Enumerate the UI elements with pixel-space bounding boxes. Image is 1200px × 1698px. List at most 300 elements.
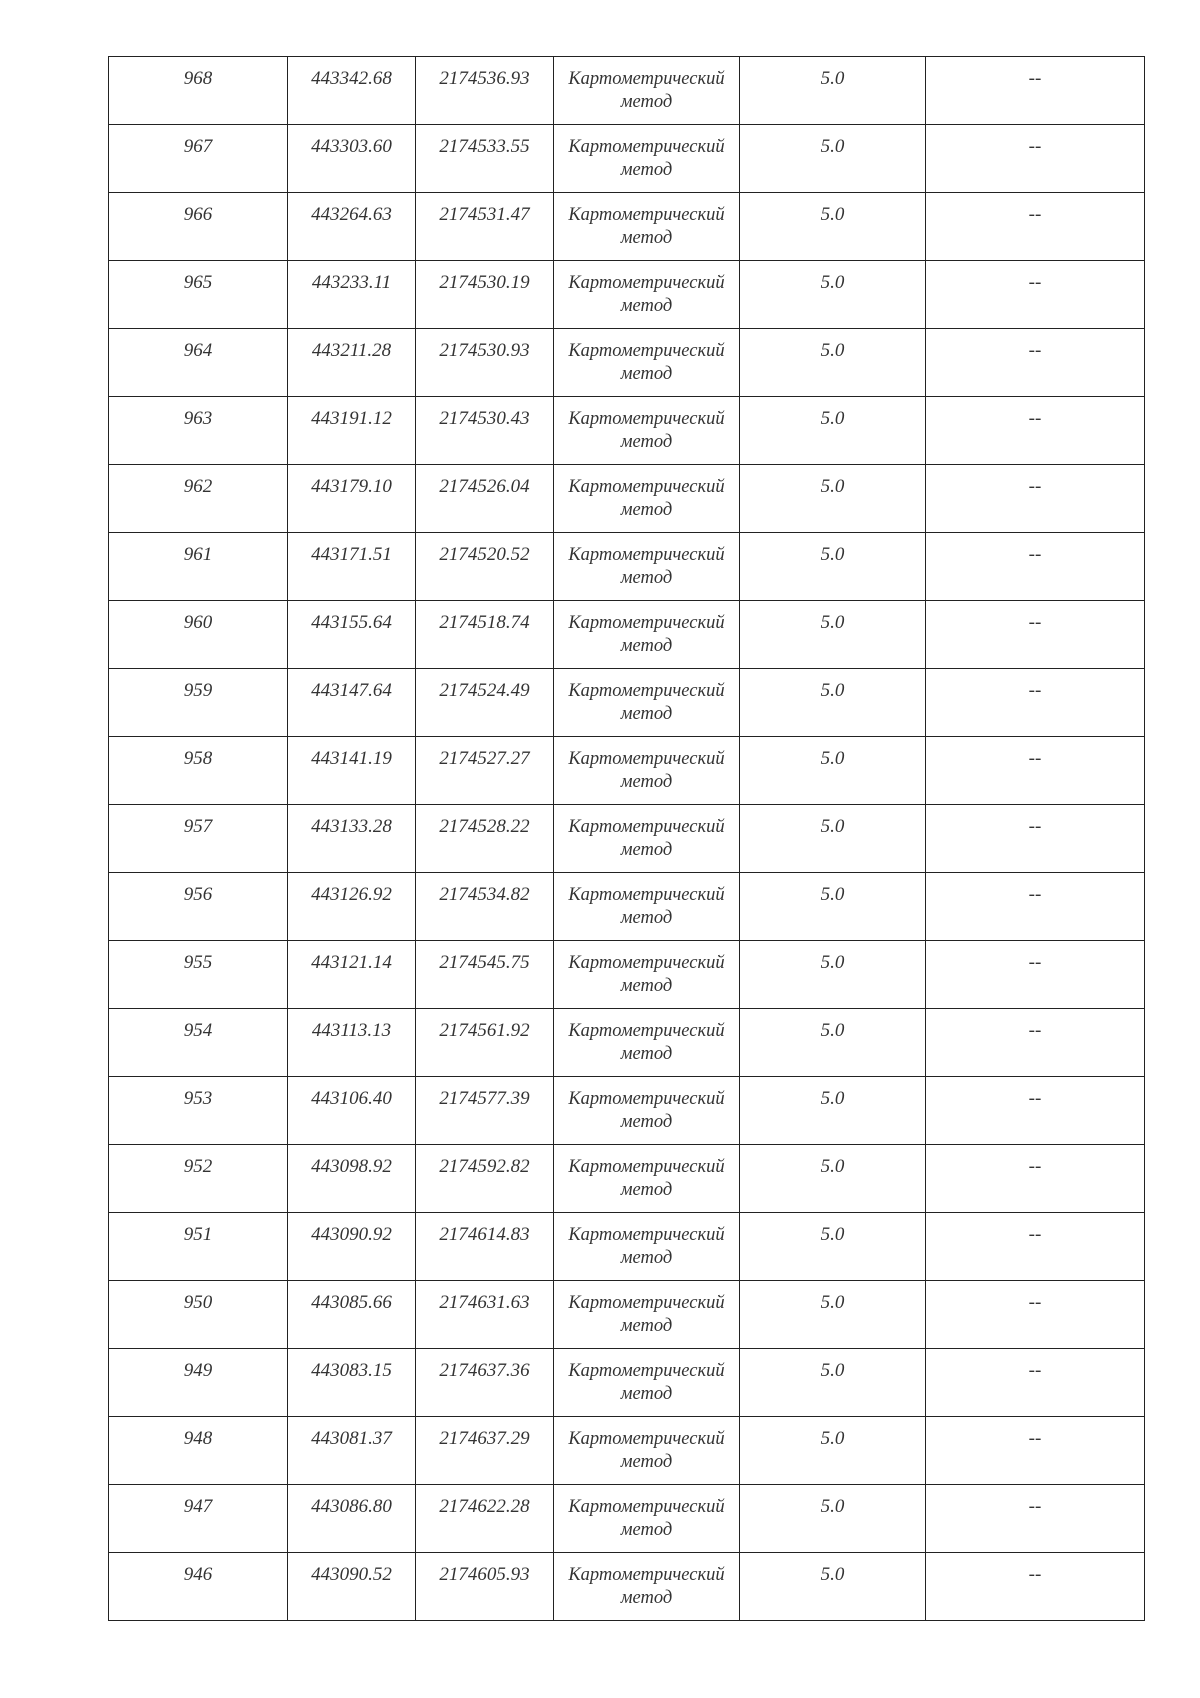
method-cell [554, 737, 740, 805]
method-line-1: Картометрический [568, 341, 725, 361]
precision-text: 5.0 [820, 1088, 845, 1109]
point-number-cell [109, 329, 288, 397]
precision-text: 5.0 [820, 612, 845, 633]
precision-cell [740, 1417, 926, 1485]
point-number-text: 949 [183, 1360, 213, 1381]
method-cell [554, 1349, 740, 1417]
table-row [109, 1213, 1145, 1281]
x-coordinate-text: 443155.64 [311, 612, 392, 633]
method-line-2: метод [620, 432, 673, 452]
x-coordinate-text: 443303.60 [311, 136, 392, 157]
x-coordinate-text: 443133.28 [311, 816, 392, 837]
y-coordinate-text: 2174533.55 [439, 136, 530, 157]
point-number-cell [109, 1009, 288, 1077]
method-line-2: метод [620, 92, 673, 112]
table-row [109, 465, 1145, 533]
point-number-text: 962 [183, 476, 213, 497]
method-line-2: метод [620, 1520, 673, 1540]
method-line-2: метод [620, 1248, 673, 1268]
point-number-cell [109, 193, 288, 261]
x-coordinate-cell [288, 465, 416, 533]
precision-cell [740, 125, 926, 193]
x-coordinate-text: 443171.51 [311, 544, 392, 565]
precision-cell [740, 1145, 926, 1213]
description-text: -- [1028, 272, 1042, 293]
precision-cell [740, 261, 926, 329]
method-text [554, 1553, 739, 1610]
method-line-2: метод [620, 1044, 673, 1064]
method-line-1: Картометрический [568, 1293, 725, 1313]
x-coordinate-cell [288, 329, 416, 397]
x-coordinate-cell [288, 57, 416, 125]
point-number-cell [109, 1485, 288, 1553]
description-cell [926, 1077, 1145, 1145]
point-number-text: 952 [183, 1156, 213, 1177]
method-text [554, 125, 739, 182]
method-text [554, 533, 739, 590]
y-coordinate-cell [416, 1553, 554, 1621]
x-coordinate-text: 443264.63 [311, 204, 392, 225]
x-coordinate-cell [288, 1009, 416, 1077]
y-coordinate-cell [416, 329, 554, 397]
point-number-cell [109, 1213, 288, 1281]
point-number-cell [109, 261, 288, 329]
description-text: -- [1028, 340, 1042, 361]
x-coordinate-text: 443121.14 [311, 952, 392, 973]
precision-text: 5.0 [820, 136, 845, 157]
y-coordinate-text: 2174527.27 [439, 748, 530, 769]
table-row [109, 57, 1145, 125]
method-line-1: Картометрический [568, 953, 725, 973]
method-cell [554, 1417, 740, 1485]
description-text: -- [1028, 1088, 1042, 1109]
method-cell [554, 533, 740, 601]
description-cell [926, 1485, 1145, 1553]
point-number-text: 951 [183, 1224, 213, 1245]
x-coordinate-cell [288, 737, 416, 805]
point-number-cell [109, 805, 288, 873]
method-line-1: Картометрический [568, 613, 725, 633]
method-cell [554, 1553, 740, 1621]
y-coordinate-cell [416, 941, 554, 1009]
y-coordinate-text: 2174631.63 [439, 1292, 530, 1313]
point-number-cell [109, 1553, 288, 1621]
method-text [554, 1417, 739, 1474]
method-cell [554, 1145, 740, 1213]
y-coordinate-text: 2174536.93 [439, 68, 530, 89]
point-number-text: 964 [183, 340, 213, 361]
table-row [109, 1553, 1145, 1621]
description-text: -- [1028, 1156, 1042, 1177]
method-line-1: Картометрический [568, 1565, 725, 1585]
description-text: -- [1028, 204, 1042, 225]
x-coordinate-cell [288, 873, 416, 941]
precision-cell [740, 601, 926, 669]
table-row [109, 601, 1145, 669]
y-coordinate-text: 2174577.39 [439, 1088, 530, 1109]
point-number-text: 958 [183, 748, 213, 769]
method-line-2: метод [620, 296, 673, 316]
point-number-text: 960 [183, 612, 213, 633]
x-coordinate-text: 443090.92 [311, 1224, 392, 1245]
point-number-cell [109, 873, 288, 941]
table-row [109, 805, 1145, 873]
point-number-cell [109, 1349, 288, 1417]
table-row [109, 1077, 1145, 1145]
method-line-2: метод [620, 1112, 673, 1132]
method-line-1: Картометрический [568, 205, 725, 225]
precision-cell [740, 533, 926, 601]
precision-text: 5.0 [820, 476, 845, 497]
method-text [554, 1281, 739, 1338]
y-coordinate-cell [416, 57, 554, 125]
y-coordinate-cell [416, 1145, 554, 1213]
method-line-2: метод [620, 772, 673, 792]
point-number-text: 950 [183, 1292, 213, 1313]
precision-text: 5.0 [820, 1224, 845, 1245]
table-row [109, 397, 1145, 465]
table-row [109, 737, 1145, 805]
x-coordinate-text: 443086.80 [311, 1496, 392, 1517]
method-cell [554, 1213, 740, 1281]
method-line-1: Картометрический [568, 69, 725, 89]
precision-text: 5.0 [820, 884, 845, 905]
precision-cell [740, 737, 926, 805]
y-coordinate-cell [416, 465, 554, 533]
x-coordinate-text: 443098.92 [311, 1156, 392, 1177]
x-coordinate-cell [288, 941, 416, 1009]
method-line-2: метод [620, 1316, 673, 1336]
table-row [109, 941, 1145, 1009]
method-line-2: метод [620, 1452, 673, 1472]
precision-text: 5.0 [820, 816, 845, 837]
y-coordinate-cell [416, 1213, 554, 1281]
precision-text: 5.0 [820, 748, 845, 769]
y-coordinate-text: 2174545.75 [439, 952, 530, 973]
method-cell [554, 57, 740, 125]
table-row [109, 261, 1145, 329]
point-number-text: 947 [183, 1496, 213, 1517]
point-number-text: 948 [183, 1428, 213, 1449]
method-line-2: метод [620, 976, 673, 996]
table-row [109, 1281, 1145, 1349]
description-cell [926, 941, 1145, 1009]
description-cell [926, 125, 1145, 193]
method-cell [554, 397, 740, 465]
method-text [554, 737, 739, 794]
precision-text: 5.0 [820, 1360, 845, 1381]
method-text [554, 193, 739, 250]
method-cell [554, 125, 740, 193]
precision-cell [740, 57, 926, 125]
x-coordinate-text: 443211.28 [311, 340, 392, 361]
y-coordinate-text: 2174561.92 [439, 1020, 530, 1041]
method-text [554, 941, 739, 998]
y-coordinate-cell [416, 1281, 554, 1349]
method-text [554, 329, 739, 386]
description-text: -- [1028, 1496, 1042, 1517]
description-cell [926, 57, 1145, 125]
precision-cell [740, 465, 926, 533]
point-number-cell [109, 669, 288, 737]
y-coordinate-text: 2174605.93 [439, 1564, 530, 1585]
table-row [109, 1145, 1145, 1213]
method-line-1: Картометрический [568, 749, 725, 769]
method-line-2: метод [620, 1588, 673, 1608]
x-coordinate-text: 443126.92 [311, 884, 392, 905]
description-cell [926, 261, 1145, 329]
description-text: -- [1028, 1360, 1042, 1381]
description-cell [926, 669, 1145, 737]
method-cell [554, 805, 740, 873]
y-coordinate-cell [416, 1009, 554, 1077]
x-coordinate-text: 443147.64 [311, 680, 392, 701]
method-line-1: Картометрический [568, 477, 725, 497]
precision-text: 5.0 [820, 1156, 845, 1177]
point-number-text: 963 [183, 408, 213, 429]
method-cell [554, 329, 740, 397]
precision-cell [740, 329, 926, 397]
y-coordinate-cell [416, 397, 554, 465]
point-number-text: 946 [183, 1564, 213, 1585]
method-line-1: Картометрический [568, 1021, 725, 1041]
precision-text: 5.0 [820, 340, 845, 361]
y-coordinate-cell [416, 737, 554, 805]
method-text [554, 805, 739, 862]
method-line-1: Картометрический [568, 545, 725, 565]
description-cell [926, 873, 1145, 941]
point-number-cell [109, 941, 288, 1009]
y-coordinate-text: 2174614.83 [439, 1224, 530, 1245]
method-cell [554, 1077, 740, 1145]
precision-text: 5.0 [820, 1020, 845, 1041]
description-text: -- [1028, 476, 1042, 497]
point-number-text: 966 [183, 204, 213, 225]
description-cell [926, 1417, 1145, 1485]
point-number-text: 961 [183, 544, 213, 565]
x-coordinate-text: 443179.10 [311, 476, 392, 497]
description-cell [926, 1145, 1145, 1213]
point-number-cell [109, 737, 288, 805]
table-row [109, 125, 1145, 193]
y-coordinate-cell [416, 193, 554, 261]
x-coordinate-cell [288, 805, 416, 873]
x-coordinate-cell [288, 261, 416, 329]
x-coordinate-text: 443090.52 [311, 1564, 392, 1585]
x-coordinate-cell [288, 1485, 416, 1553]
method-line-2: метод [620, 500, 673, 520]
table-row [109, 1349, 1145, 1417]
point-number-text: 957 [183, 816, 213, 837]
x-coordinate-cell [288, 1349, 416, 1417]
x-coordinate-text: 443191.12 [311, 408, 392, 429]
y-coordinate-text: 2174530.93 [439, 340, 530, 361]
method-text [554, 1009, 739, 1066]
method-line-2: метод [620, 228, 673, 248]
method-line-2: метод [620, 636, 673, 656]
x-coordinate-cell [288, 601, 416, 669]
y-coordinate-cell [416, 669, 554, 737]
description-cell [926, 1009, 1145, 1077]
y-coordinate-text: 2174524.49 [439, 680, 530, 701]
point-number-cell [109, 57, 288, 125]
method-text [554, 1145, 739, 1202]
description-cell [926, 601, 1145, 669]
description-text: -- [1028, 1292, 1042, 1313]
description-text: -- [1028, 68, 1042, 89]
method-line-1: Картометрический [568, 1089, 725, 1109]
x-coordinate-cell [288, 1077, 416, 1145]
table-row [109, 873, 1145, 941]
x-coordinate-text: 443083.15 [311, 1360, 392, 1381]
x-coordinate-text: 443141.19 [311, 748, 392, 769]
x-coordinate-cell [288, 397, 416, 465]
y-coordinate-text: 2174518.74 [439, 612, 530, 633]
description-text: -- [1028, 612, 1042, 633]
point-number-text: 955 [183, 952, 213, 973]
method-line-1: Картометрический [568, 1361, 725, 1381]
method-cell [554, 193, 740, 261]
point-number-text: 965 [183, 272, 213, 293]
y-coordinate-cell [416, 1417, 554, 1485]
description-text: -- [1028, 952, 1042, 973]
y-coordinate-cell [416, 125, 554, 193]
y-coordinate-text: 2174592.82 [439, 1156, 530, 1177]
method-line-2: метод [620, 1180, 673, 1200]
precision-cell [740, 941, 926, 1009]
description-text: -- [1028, 1224, 1042, 1245]
description-text: -- [1028, 544, 1042, 565]
point-number-text: 953 [183, 1088, 213, 1109]
x-coordinate-text: 443342.68 [311, 68, 392, 89]
precision-cell [740, 1077, 926, 1145]
precision-text: 5.0 [820, 68, 845, 89]
method-line-2: метод [620, 568, 673, 588]
description-text: -- [1028, 1564, 1042, 1585]
method-cell [554, 261, 740, 329]
method-text [554, 1077, 739, 1134]
method-text [554, 57, 739, 114]
point-number-cell [109, 397, 288, 465]
precision-text: 5.0 [820, 272, 845, 293]
precision-text: 5.0 [820, 204, 845, 225]
point-number-cell [109, 125, 288, 193]
x-coordinate-cell [288, 669, 416, 737]
point-number-text: 954 [183, 1020, 213, 1041]
method-line-1: Картометрический [568, 273, 725, 293]
precision-cell [740, 1281, 926, 1349]
precision-text: 5.0 [820, 1292, 845, 1313]
x-coordinate-cell [288, 1553, 416, 1621]
description-cell [926, 1213, 1145, 1281]
y-coordinate-cell [416, 1349, 554, 1417]
precision-text: 5.0 [820, 680, 845, 701]
method-text [554, 261, 739, 318]
method-line-1: Картометрический [568, 137, 725, 157]
description-text: -- [1028, 680, 1042, 701]
description-text: -- [1028, 1020, 1042, 1041]
method-text [554, 465, 739, 522]
precision-cell [740, 805, 926, 873]
method-cell [554, 1485, 740, 1553]
description-cell [926, 737, 1145, 805]
x-coordinate-text: 443233.11 [311, 272, 392, 293]
x-coordinate-text: 443106.40 [311, 1088, 392, 1109]
description-cell [926, 805, 1145, 873]
x-coordinate-text: 443085.66 [311, 1292, 392, 1313]
point-number-cell [109, 1145, 288, 1213]
method-line-2: метод [620, 1384, 673, 1404]
description-cell [926, 1553, 1145, 1621]
description-cell [926, 193, 1145, 261]
method-text [554, 669, 739, 726]
description-cell [926, 1281, 1145, 1349]
y-coordinate-text: 2174530.43 [439, 408, 530, 429]
x-coordinate-text: 443081.37 [311, 1428, 392, 1449]
method-line-2: метод [620, 840, 673, 860]
description-text: -- [1028, 1428, 1042, 1449]
description-text: -- [1028, 816, 1042, 837]
y-coordinate-cell [416, 873, 554, 941]
x-coordinate-cell [288, 1281, 416, 1349]
description-text: -- [1028, 408, 1042, 429]
method-line-1: Картометрический [568, 1225, 725, 1245]
y-coordinate-text: 2174526.04 [439, 476, 530, 497]
x-coordinate-cell [288, 1213, 416, 1281]
x-coordinate-cell [288, 1417, 416, 1485]
y-coordinate-text: 2174528.22 [439, 816, 530, 837]
precision-cell [740, 873, 926, 941]
x-coordinate-cell [288, 193, 416, 261]
x-coordinate-cell [288, 533, 416, 601]
method-line-2: метод [620, 704, 673, 724]
y-coordinate-cell [416, 261, 554, 329]
description-cell [926, 533, 1145, 601]
point-number-cell [109, 1077, 288, 1145]
y-coordinate-text: 2174637.36 [439, 1360, 530, 1381]
point-number-text: 967 [183, 136, 213, 157]
method-line-1: Картометрический [568, 409, 725, 429]
y-coordinate-cell [416, 533, 554, 601]
y-coordinate-cell [416, 1077, 554, 1145]
precision-cell [740, 397, 926, 465]
method-line-1: Картометрический [568, 1497, 725, 1517]
precision-cell [740, 1553, 926, 1621]
table-row [109, 329, 1145, 397]
point-number-cell [109, 1281, 288, 1349]
table-row [109, 193, 1145, 261]
table-row [109, 533, 1145, 601]
table-row [109, 1485, 1145, 1553]
method-cell [554, 941, 740, 1009]
point-number-cell [109, 465, 288, 533]
method-cell [554, 1009, 740, 1077]
point-number-cell [109, 533, 288, 601]
method-cell [554, 669, 740, 737]
method-text [554, 873, 739, 930]
x-coordinate-cell [288, 125, 416, 193]
method-text [554, 1213, 739, 1270]
precision-cell [740, 669, 926, 737]
table-row [109, 1009, 1145, 1077]
coordinates-table [108, 56, 1145, 1621]
method-line-1: Картометрический [568, 1429, 725, 1449]
method-text [554, 1485, 739, 1542]
point-number-text: 968 [183, 68, 213, 89]
table-row [109, 669, 1145, 737]
y-coordinate-text: 2174534.82 [439, 884, 530, 905]
method-text [554, 601, 739, 658]
